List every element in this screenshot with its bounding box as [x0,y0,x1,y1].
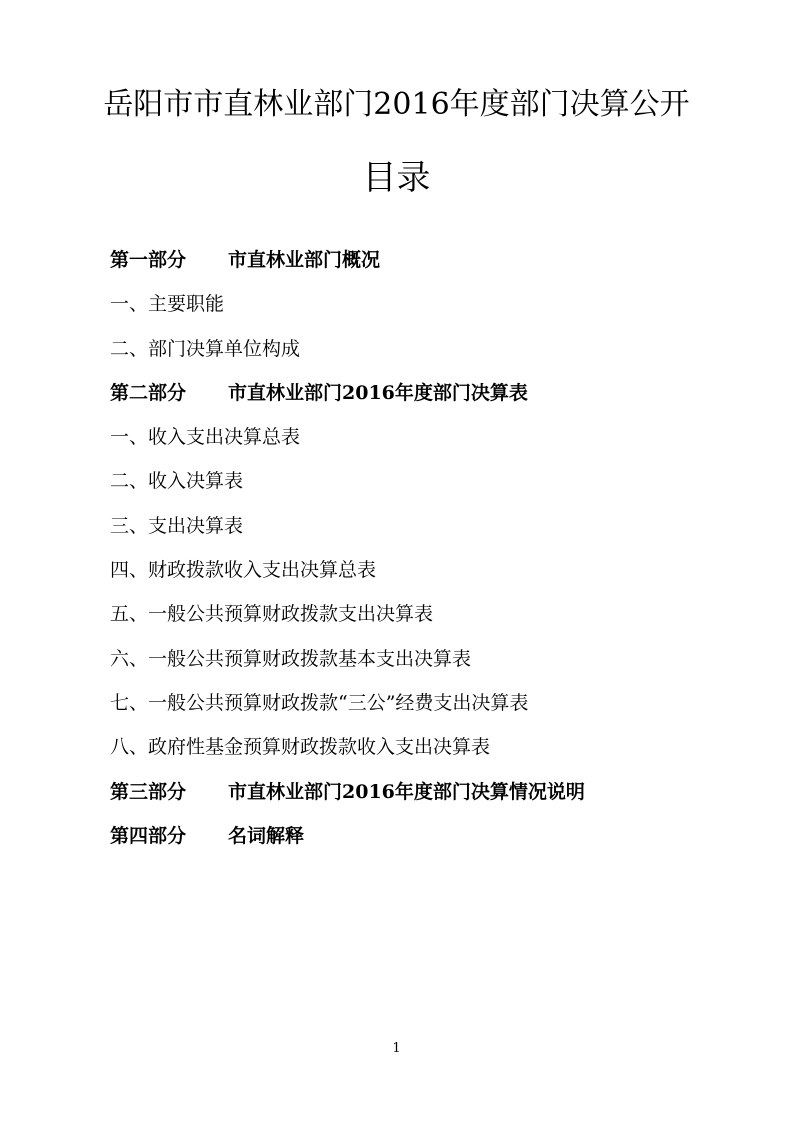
toc-item: 二、部门决算单位构成 [110,337,301,360]
toc-part-2 [110,371,750,415]
toc-item: 五、一般公共预算财政拨款支出决算表 [110,603,434,626]
toc-part-1-title: 市直林业部门概况 [228,249,381,271]
table-of-contents [110,238,750,858]
toc-part-3-title: 市直林业部门2016年度部门决算情况说明 [228,780,585,803]
toc-heading: 目录 [362,158,431,198]
toc-part-1 [110,238,750,282]
toc-item: 三、支出决算表 [110,514,244,537]
toc-part-3 [110,770,750,814]
toc-item: 二、收入决算表 [110,470,244,493]
document-title: 岳阳市市直林业部门2016年度部门决算公开 [103,87,690,122]
toc-part-3-label: 第三部分 [110,780,187,803]
toc-item: 八、政府性基金预算财政拨款收入支出决算表 [110,736,491,759]
toc-item: 六、一般公共预算财政拨款基本支出决算表 [110,647,472,670]
toc-part-2-title: 市直林业部门2016年度部门决算表 [228,381,528,404]
toc-part-2-label: 第二部分 [110,381,187,404]
toc-item: 一、收入支出决算总表 [110,426,301,449]
toc-part-4-title: 名词解释 [228,824,305,847]
toc-part-1-label: 第一部分 [110,249,187,271]
toc-item: 四、财政拨款收入支出决算总表 [110,559,377,582]
toc-part-4-label: 第四部分 [110,824,187,847]
toc-item: 七、一般公共预算财政拨款“三公”经费支出决算表 [110,691,529,714]
toc-part-4 [110,814,750,858]
page-number: 1 [392,1041,401,1056]
toc-item: 一、主要职能 [110,293,225,316]
